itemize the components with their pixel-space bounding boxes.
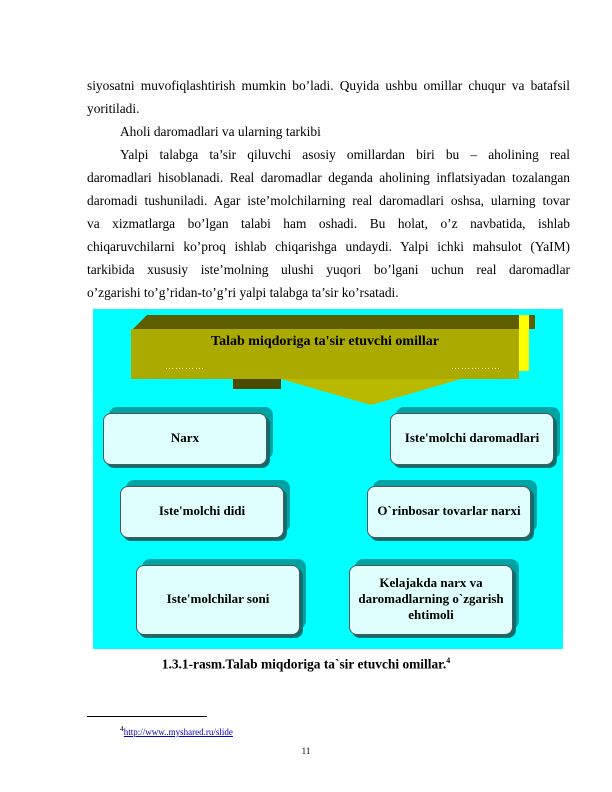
paragraph-line: siyosatni muvofiqlashtirish mumkin bo’ladi. Quyida ushbu omillar chuqur va batafsil [87, 78, 570, 93]
caption-footnote-ref: 4 [446, 656, 451, 665]
factor-label: Kelajakda narx va daromadlarning o`zgarish ehtimoli [358, 575, 504, 622]
factor-label: Iste'molchilar soni [166, 591, 270, 606]
page-number: 11 [301, 746, 311, 756]
paragraph-line: yoritiladi. [87, 101, 140, 116]
footnote-marker: 4 [120, 724, 124, 733]
paragraph-line: chiqaruvchilarni ko’proq ishlab chiqarishga undaydi. Yalpi ichki mahsulot (YaIM) [87, 239, 570, 254]
factor-box-narx [103, 413, 267, 465]
factor-box-kelajak [349, 565, 513, 635]
banner-dots: ………… [165, 361, 205, 371]
factor-label: Narx [170, 430, 200, 445]
paragraph-line: daromadi tushuniladi. Agar iste’molchilarning real daromadlari oshsa, ularning tovar [87, 193, 570, 208]
factor-label: O`rinbosar tovarlar narxi [377, 503, 521, 518]
figure-caption [0, 656, 612, 672]
down-arrow-icon [281, 379, 461, 405]
footnote-divider [87, 716, 207, 717]
paragraph-line: va xizmatlarga bo’lgan talabi ham oshadi. Bu holat, o’z navbatida, ishlab [87, 216, 570, 231]
banner-side-face [519, 315, 529, 371]
paragraph-line: o’zgarishi to’g’ridan-to’g’ri yalpi talabga ta’sir ko’rsatadi. [87, 285, 399, 300]
paragraph-line: Yalpi talabga ta’sir qiluvchi asosiy omillardan biri bu – aholining real [120, 147, 570, 162]
factor-box-orinbosar [367, 486, 531, 538]
footnote-link[interactable]: http://www..myshared.ru/slide [123, 727, 233, 737]
section-heading: Aholi daromadlari va ularning tarkibi [120, 124, 321, 139]
paragraph-line: tarkibida xususiy iste’molning ulushi yuqori bo’lgani uchun real daromadlar [87, 262, 570, 277]
footnote [120, 724, 233, 737]
factors-diagram [93, 309, 563, 649]
factor-label: Iste'molchi daromadlari [404, 430, 540, 445]
paragraph-line: daromadlari hisoblanadi. Real daromadlar deganda aholining inflatsiyadan tozalangan [87, 170, 570, 185]
factor-label: Iste'molchi didi [158, 503, 246, 518]
factor-box-soni [136, 565, 300, 635]
diagram-title: Talab miqdoriga ta'sir etuvchi omillar [211, 334, 439, 349]
banner-top-face [133, 315, 535, 329]
banner-dots: …………… [451, 361, 501, 371]
factor-box-daromad [390, 413, 554, 465]
banner-ledge-left [233, 379, 281, 389]
caption-text: 1.3.1-rasm.Talab miqdoriga ta`sir etuvchi omillar. [161, 656, 447, 672]
factor-box-didi [120, 486, 284, 538]
